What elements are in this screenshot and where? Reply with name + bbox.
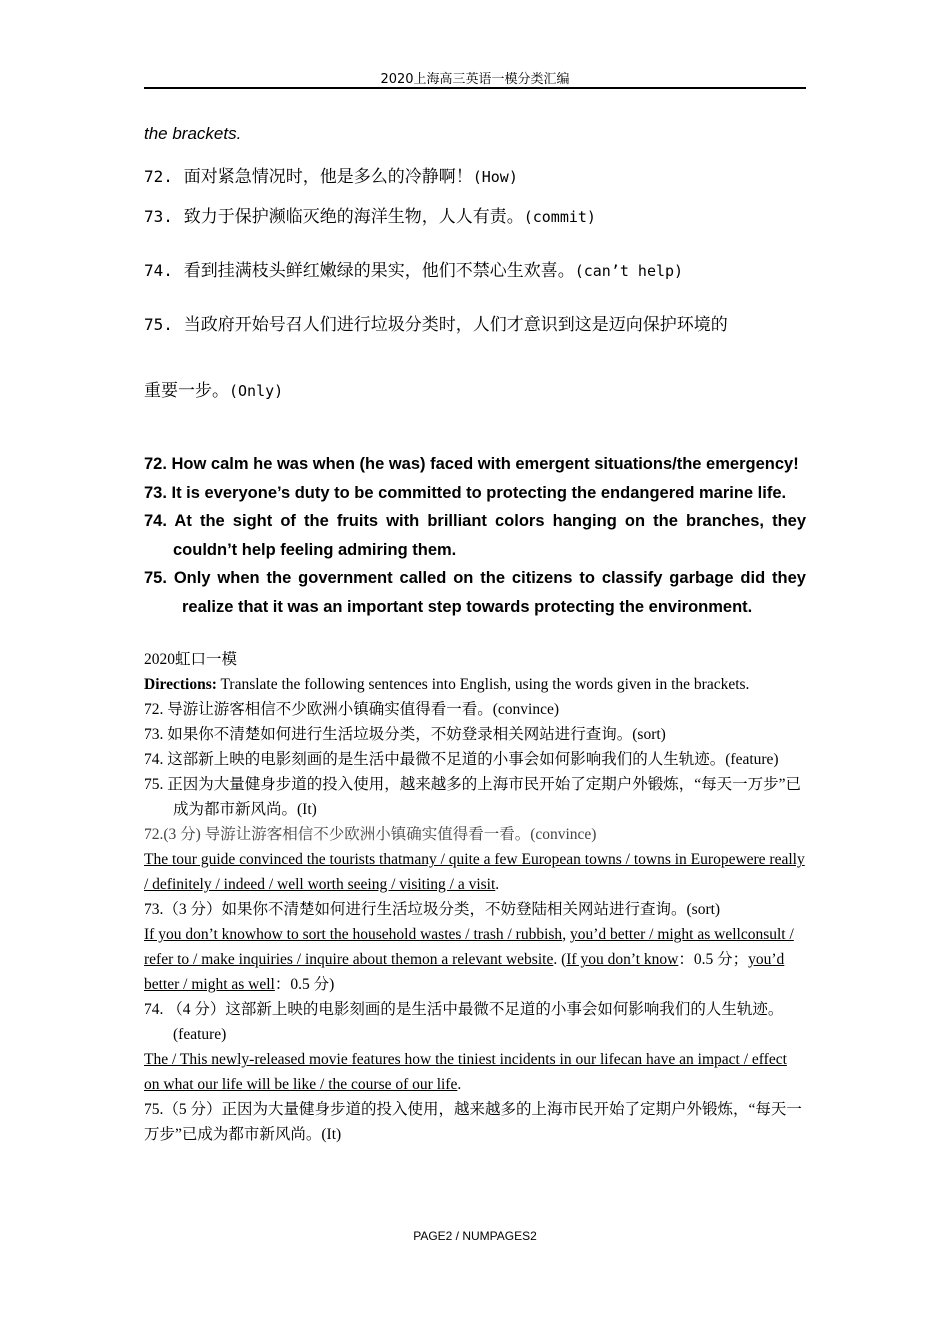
q72-answer-text: The tour guide convinced the tourists thatmany / quite a few European towns / towns in Europewere really / definitely / indeed / well worth seeing / visiting / a visit	[144, 851, 805, 893]
question-75	[144, 310, 806, 350]
question-number: 73.	[144, 207, 173, 226]
header-rule	[144, 87, 806, 89]
list-item: 73. 如果你不清楚如何进行生活垃圾分类，不妨登录相关网站进行查询。(sort)	[144, 726, 666, 743]
q73-answer-a: If you don’t knowhow to sort the household wastes / trash / rubbish	[144, 926, 563, 943]
question-hint: (can’t help)	[574, 262, 684, 280]
list-item: 74. 这部新上映的电影刻画的是生活中最微不足道的小事会如何影响我们的人生轨迹。(feature)	[144, 751, 779, 768]
q73-head: 73.（3 分）如果你不清楚如何进行生活垃圾分类，不妨登陆相关网站进行查询。(sort)	[144, 901, 721, 918]
question-75-continued	[144, 376, 806, 416]
section-directions	[144, 672, 806, 697]
q74-answer-end: .	[457, 1076, 462, 1093]
q73-answer-b: you’d better / might as wellconsult / refer to / make inquiries / inquire about themon a relevant website	[144, 926, 794, 968]
q72-answer-end: .	[495, 876, 500, 893]
answer-74: 74. At the sight of the fruits with brilliant colors hanging on the branches, they couldn’t help feeling admiring them.	[144, 512, 806, 559]
list-item: 72. 导游让游客相信不少欧洲小镇确实值得看一看。(convince)	[144, 701, 560, 718]
q74-head: 74. （4 分）这部新上映的电影刻画的是生活中最微不足道的小事会如何影响我们的人生轨迹。(feature)	[144, 1001, 784, 1043]
question-72	[144, 162, 806, 202]
directions-label: Directions:	[144, 676, 217, 693]
section-hongkou	[144, 647, 806, 1147]
q73-note-b: you’d better / might as well	[144, 951, 785, 993]
question-hint: (Only)	[229, 382, 284, 400]
q73-sep: ,	[562, 926, 570, 943]
q72-answer	[144, 847, 806, 897]
q74-answer-text: The / This newly-released movie features how the tiniest incidents in our lifecan have an impact / effect on what our life will be like / the course of our life	[144, 1051, 787, 1093]
directions-tail: the brackets.	[144, 124, 242, 143]
answer-75: 75. Only when the government called on the citizens to classify garbage did they realize that it was an important step towards protecting the environment.	[144, 569, 806, 616]
list-item: 75. 正因为大量健身步道的投入使用，越来越多的上海市民开始了定期户外锻炼，“每天一万步”已成为都市新风尚。(It)	[144, 776, 802, 818]
answer-73: 73. It is everyone’s duty to be committed to protecting the endangered marine life.	[144, 483, 787, 502]
question-text: 看到挂满枝头鲜红嫩绿的果实，他们不禁心生欢喜。	[183, 261, 575, 281]
question-74	[144, 256, 806, 310]
page-header: 2020上海高三英语一模分类汇编	[380, 72, 570, 87]
directions-text: Translate the following sentences into English, using the words given in the brackets.	[216, 676, 750, 693]
q73-note-a: If you don’t know	[566, 951, 679, 968]
q73-note-b-score: ：0.5 分)	[274, 976, 335, 993]
question-number: 75.	[144, 315, 173, 334]
question-text: 面对紧急情况时，他是多么的冷静啊！	[183, 167, 473, 187]
answer-72: 72. How calm he was when (he was) faced with emergent situations/the emergency!	[144, 455, 799, 473]
question-number: 74.	[144, 261, 173, 280]
answer-key	[144, 450, 806, 621]
question-number: 72.	[144, 167, 173, 186]
question-hint: (How)	[472, 168, 518, 186]
q72-head: 72.(3 分) 导游让游客相信不少欧洲小镇确实值得看一看。(convince)	[144, 826, 597, 843]
q73-mid: . (	[553, 951, 567, 968]
q74-answer	[144, 1047, 806, 1097]
question-73	[144, 202, 806, 256]
q73-answer	[144, 922, 806, 997]
page-content	[144, 120, 806, 1147]
section-title: 2020虹口一模	[144, 651, 238, 668]
page-footer: PAGE2 / NUMPAGES2	[413, 1229, 537, 1243]
question-text-continued: 重要一步。	[144, 381, 229, 401]
question-hint: (commit)	[523, 208, 596, 226]
q73-note-a-score: ：0.5 分；	[678, 951, 749, 968]
q75-head: 75.（5 分）正因为大量健身步道的投入使用，越来越多的上海市民开始了定期户外锻炼，“每天一万步”已成为都市新风尚。(It)	[144, 1101, 802, 1143]
question-text: 致力于保护濒临灭绝的海洋生物，人人有责。	[183, 207, 524, 227]
question-text: 当政府开始号召人们进行垃圾分类时，人们才意识到这是迈向保护环境的	[183, 315, 728, 335]
